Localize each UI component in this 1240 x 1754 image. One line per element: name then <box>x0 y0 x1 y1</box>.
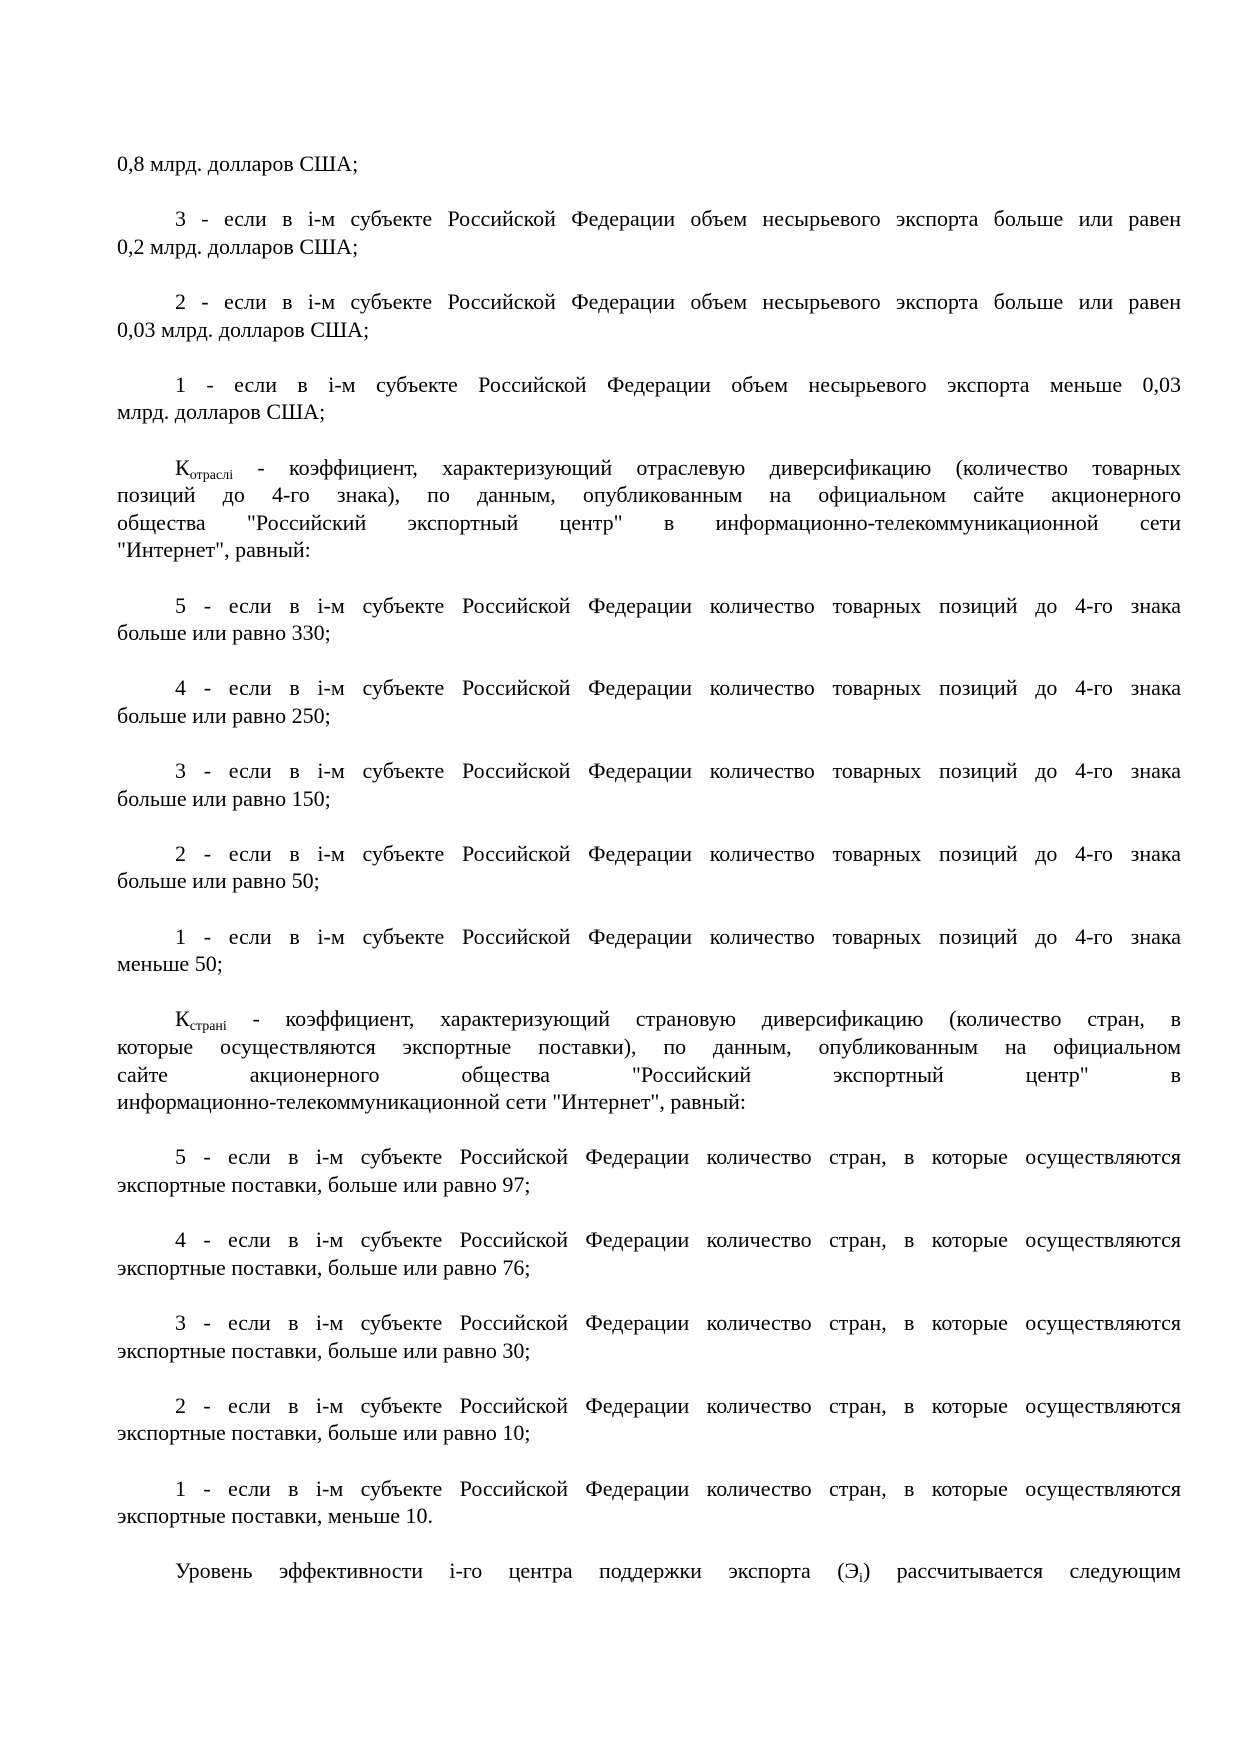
text-line: 3 - если в i-м субъекте Российской Федерации количество стран, в которые осуществляются <box>175 1309 1181 1335</box>
text-line: 1 - если в i-м субъекте Российской Федерации количество товарных позиций до 4-го знака <box>175 923 1181 949</box>
paragraph-13 <box>117 1226 1181 1281</box>
closing-text: Уровень эффективности i-го центра поддержки экспорта (Э <box>175 1558 860 1584</box>
text-line: меньше 50; <box>117 951 223 977</box>
paragraph-5-coefficient-otrasl <box>117 454 1181 564</box>
document-text-block <box>117 150 1181 1585</box>
text-line: 3 - если в i-м субъекте Российской Федерации объем несырьевого экспорта больше или равен <box>175 206 1181 232</box>
text-line: "Интернет", равный: <box>117 537 311 563</box>
text-line: больше или равно 330; <box>117 620 331 646</box>
text-line: информационно-телекоммуникационной сети "Интернет", равный: <box>117 1089 747 1115</box>
paragraph-10 <box>117 923 1181 978</box>
coefficient-subscript: отраслi <box>189 467 234 483</box>
text-line: 4 - если в i-м субъекте Российской Федерации количество товарных позиций до 4-го знака <box>175 675 1181 701</box>
efficiency-subscript: i <box>859 1571 863 1587</box>
text-line: 5 - если в i-м субъекте Российской Федерации количество стран, в которые осуществляются <box>175 1144 1181 1170</box>
text-line: общества "Российский экспортный центр" в информационно-телекоммуникационной сети <box>117 509 1181 535</box>
coefficient-text: - коэффициент, характеризующий страновую диверсификацию (количество стран, в <box>226 1006 1181 1032</box>
paragraph-9 <box>117 840 1181 895</box>
text-line: 0,03 млрд. долларов США; <box>117 316 370 342</box>
coefficient-base: К <box>175 454 190 480</box>
coefficient-subscript: странi <box>189 1019 227 1035</box>
text-line: позиций до 4-го знака), по данным, опубликованным на официальном сайте акционерного <box>117 482 1181 508</box>
text-line: экспортные поставки, больше или равно 76; <box>117 1254 531 1280</box>
paragraph-15 <box>117 1392 1181 1447</box>
paragraph-14 <box>117 1309 1181 1364</box>
text-line: 2 - если в i-м субъекте Российской Федерации количество стран, в которые осуществляются <box>175 1392 1181 1418</box>
text-line: 5 - если в i-м субъекте Российской Федерации количество товарных позиций до 4-го знака <box>175 592 1181 618</box>
text-line: млрд. долларов США; <box>117 399 326 425</box>
coefficient-text: - коэффициент, характеризующий отраслевую диверсификацию (количество товарных <box>233 454 1181 480</box>
text-line: больше или равно 250; <box>117 702 331 728</box>
text-line: 0,2 млрд. долларов США; <box>117 233 359 259</box>
paragraph-3 <box>117 288 1181 343</box>
text-line: которые осуществляются экспортные поставки), по данным, опубликованным на официальном <box>117 1034 1181 1059</box>
text-line: 0,8 млрд. долларов США; <box>117 151 359 176</box>
paragraph-17-closing <box>117 1557 1181 1585</box>
paragraph-2 <box>117 205 1181 260</box>
paragraph-7 <box>117 674 1181 729</box>
paragraph-11-coefficient-strany <box>117 1005 1181 1115</box>
text-line: больше или равно 150; <box>117 785 331 811</box>
text-line: экспортные поставки, больше или равно 97; <box>117 1171 531 1197</box>
text-line: сайте акционерного общества "Российский экспортный центр" в <box>117 1061 1181 1087</box>
paragraph-8 <box>117 757 1181 812</box>
text-line: 3 - если в i-м субъекте Российской Федерации количество товарных позиций до 4-го знака <box>175 758 1181 784</box>
text-line: 2 - если в i-м субъекте Российской Федерации количество товарных позиций до 4-го знака <box>175 840 1181 866</box>
paragraph-16 <box>117 1475 1181 1530</box>
closing-text: ) рассчитывается следующим <box>862 1558 1181 1584</box>
text-line: 4 - если в i-м субъекте Российской Федерации количество стран, в которые осуществляются <box>175 1227 1181 1253</box>
coefficient-base: К <box>175 1006 190 1032</box>
paragraph-12 <box>117 1143 1181 1198</box>
text-line: экспортные поставки, больше или равно 30; <box>117 1337 531 1363</box>
text-line: экспортные поставки, больше или равно 10; <box>117 1420 531 1446</box>
text-line <box>117 1557 1181 1585</box>
paragraph-4 <box>117 371 1181 426</box>
paragraph-1 <box>117 150 1181 178</box>
text-line: 1 - если в i-м субъекте Российской Федерации объем несырьевого экспорта меньше 0,03 <box>175 371 1181 397</box>
text-line: больше или равно 50; <box>117 868 320 894</box>
text-line <box>117 1005 1181 1033</box>
paragraph-6 <box>117 592 1181 647</box>
text-line: 2 - если в i-м субъекте Российской Федерации объем несырьевого экспорта больше или равен <box>175 288 1181 314</box>
text-line <box>117 454 1181 482</box>
text-line: экспортные поставки, меньше 10. <box>117 1503 434 1529</box>
text-line: 1 - если в i-м субъекте Российской Федерации количество стран, в которые осуществляются <box>175 1475 1181 1501</box>
